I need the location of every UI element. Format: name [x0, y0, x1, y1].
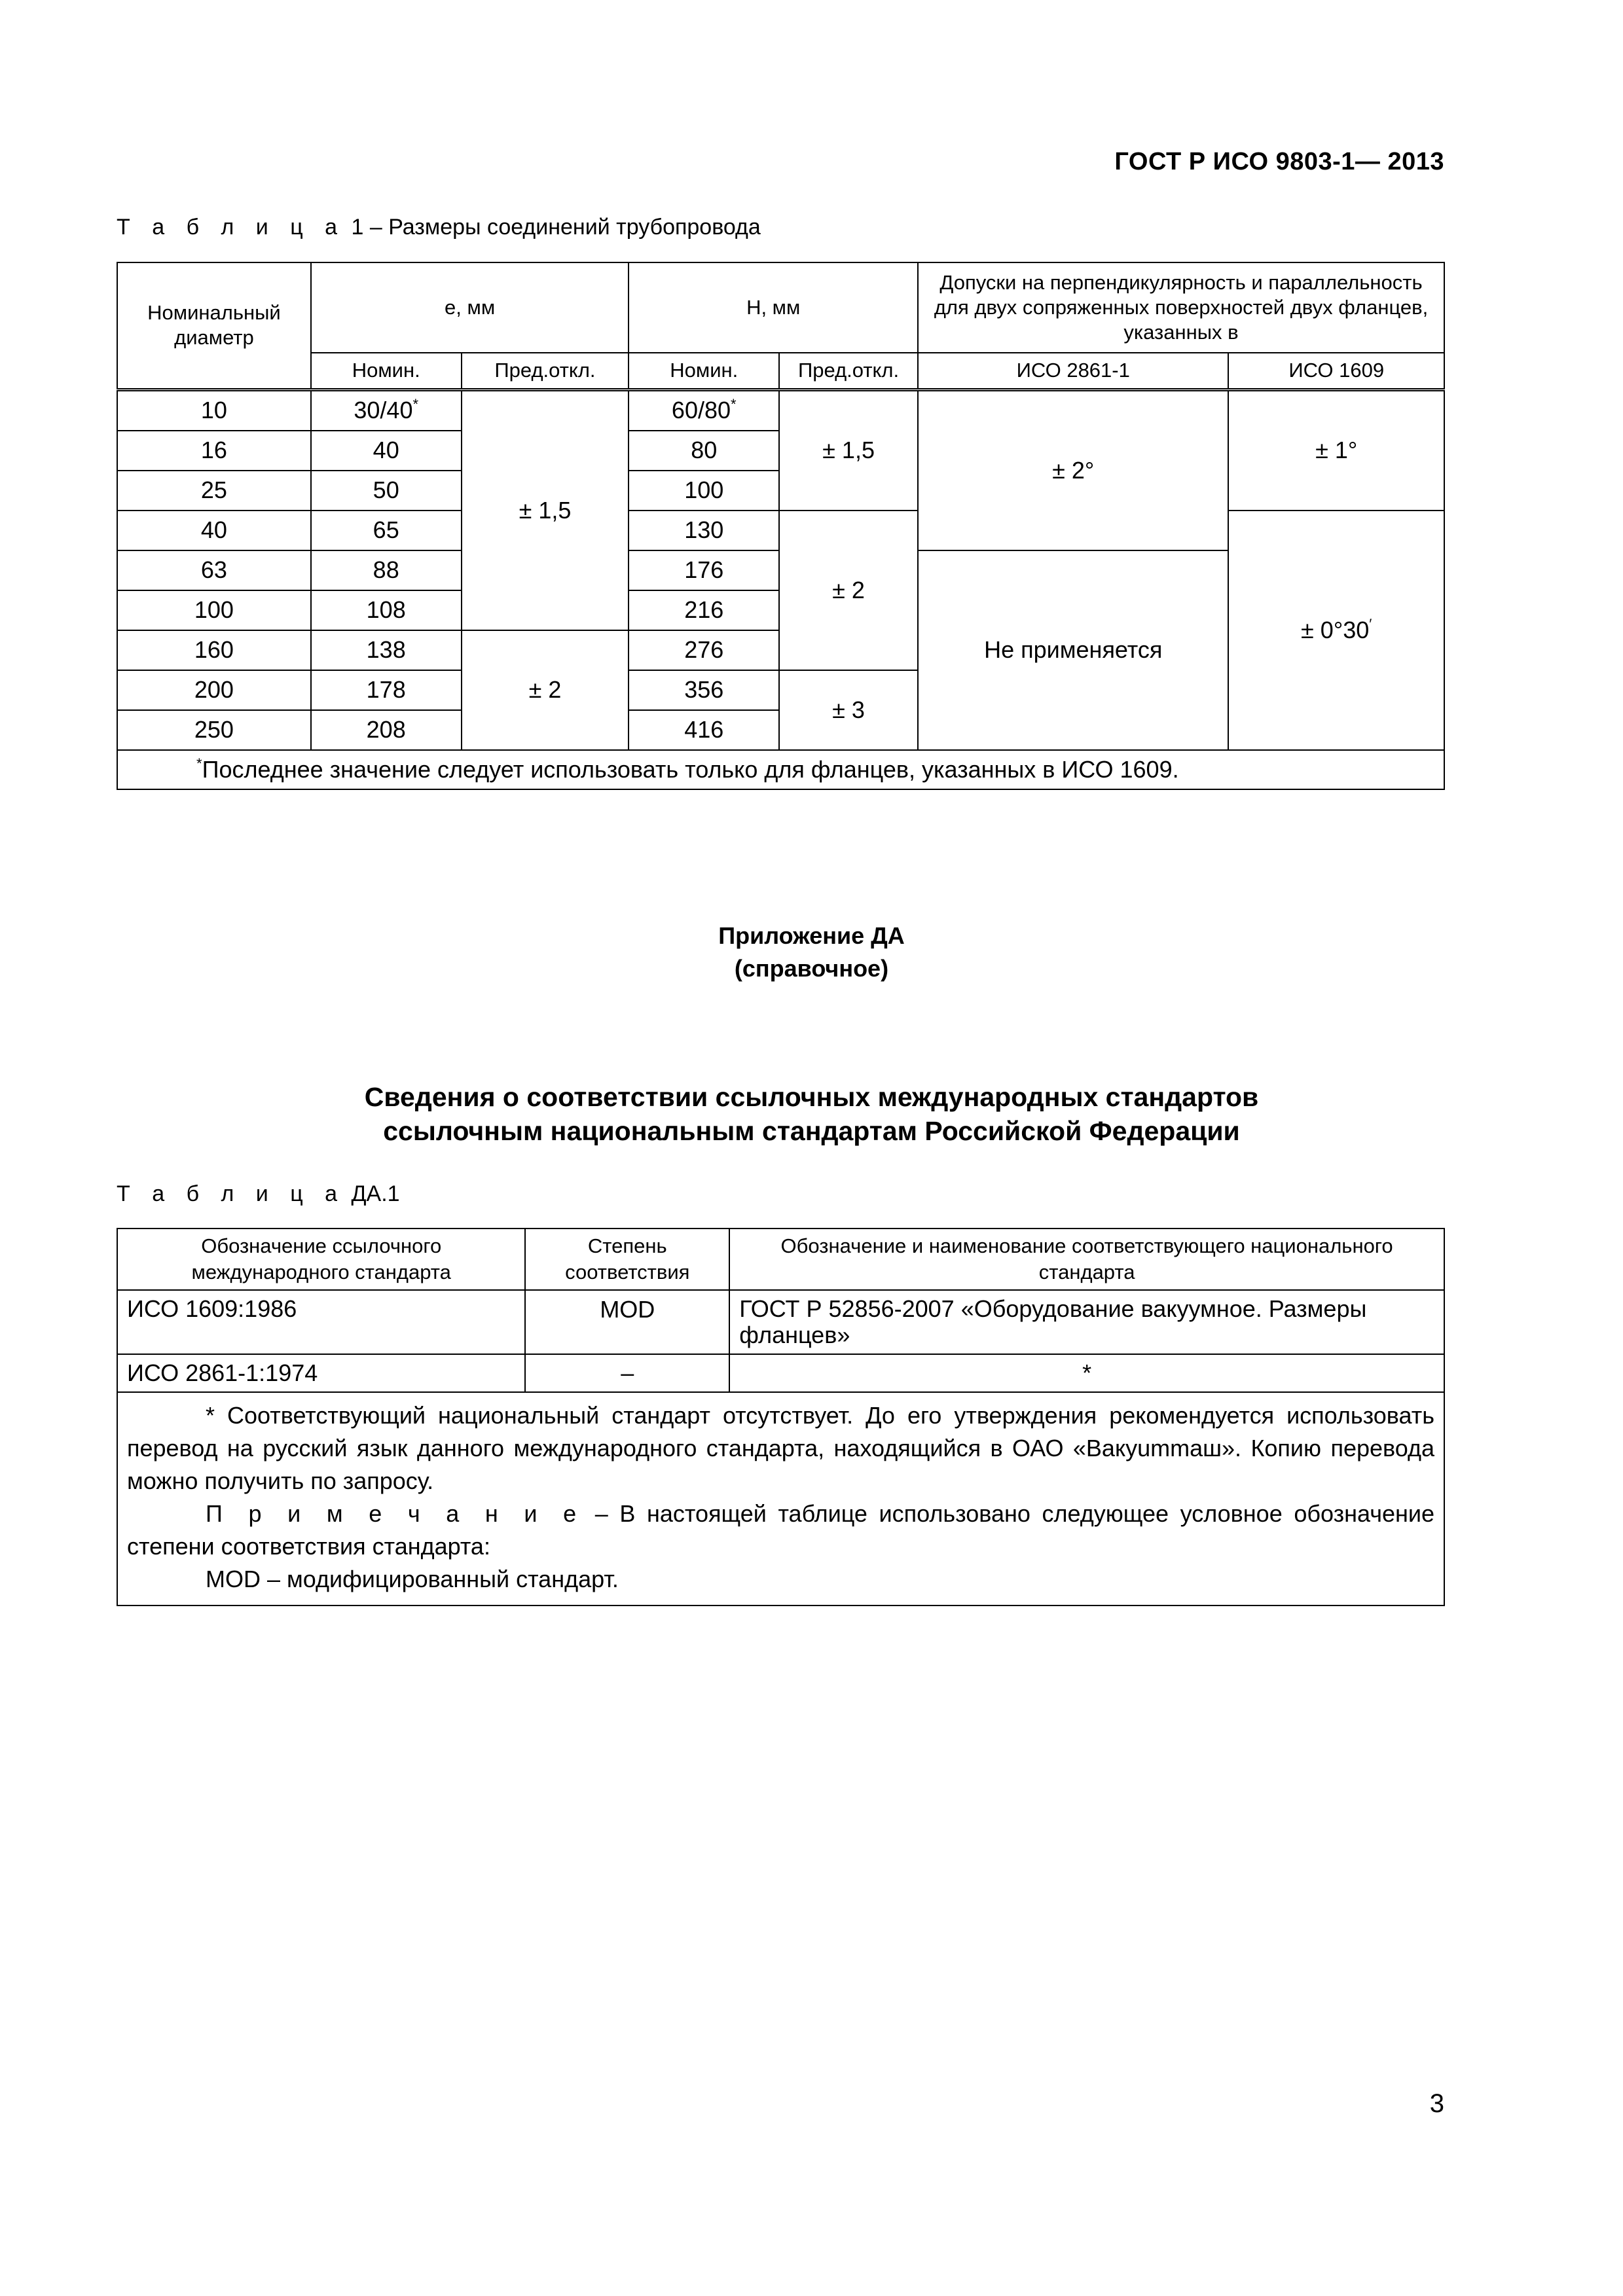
cell-h: 356 [629, 670, 779, 710]
th-e-dev: Пред.откл. [462, 353, 629, 389]
cell-e: 108 [311, 590, 462, 630]
cell-iso1609: ± 0°30′ [1228, 511, 1444, 750]
cell-iso2861: Не применяется [918, 550, 1228, 750]
cell-dn: 250 [117, 710, 311, 750]
th-tolerance: Допуски на перпендикулярность и параллельность для двух сопряженных поверхностей двух фланцев, указанных в [918, 262, 1444, 353]
cell-e: 88 [311, 550, 462, 590]
table1 [117, 262, 1445, 790]
note-mod: MOD – модифицированный стандарт. [206, 1566, 619, 1592]
annex-title: Приложение ДА [718, 922, 905, 949]
cell-h: 276 [629, 630, 779, 670]
table1-caption-text: 1 – Размеры соединений трубопровода [345, 215, 761, 240]
table-row [117, 389, 1444, 431]
th-iso2861: ИСО 2861-1 [918, 353, 1228, 389]
cell-dn: 200 [117, 670, 311, 710]
cell-h: 100 [629, 471, 779, 511]
annex-heading-line1: Сведения о соответствии ссылочных международных стандартов [364, 1082, 1259, 1112]
cell-intl: ИСО 1609:1986 [117, 1290, 525, 1354]
cell-h: 130 [629, 511, 779, 550]
th-national-standard: Обозначение и наименование соответствующего национального стандарта [729, 1229, 1444, 1290]
cell-h: 416 [629, 710, 779, 750]
cell-dn: 160 [117, 630, 311, 670]
footnote-mark: * [412, 396, 419, 412]
note-star: * Соответствующий национальный стандарт отсутствует. До его утверждения рекомендуется использовать перевод на русский язык данного международного стандарта, находящийся в ОАО «Вакуummаш». Копию перевода можно получить по запросу. [127, 1402, 1434, 1494]
cell-dn: 25 [117, 471, 311, 511]
cell-h-dev: ± 2 [779, 511, 918, 670]
table1-footnote: *Последнее значение следует использовать только для фланцев, указанных в ИСО 1609. [117, 750, 1444, 789]
cell-dn: 16 [117, 431, 311, 471]
cell-dn: 100 [117, 590, 311, 630]
th-nominal-diameter: Номинальный диаметр [117, 262, 311, 389]
cell-h: 216 [629, 590, 779, 630]
note-general: П р и м е ч а н и е – В настоящей таблице использовано следующее условное обозначение степени соответствия стандарта: [127, 1500, 1434, 1560]
cell-e: 208 [311, 710, 462, 750]
cell-e-dev: ± 1,5 [462, 389, 629, 630]
document-code: ГОСТ Р ИСО 9803-1— 2013 [1114, 148, 1444, 175]
cell-dn: 10 [117, 389, 311, 431]
cell-degree: – [525, 1354, 729, 1392]
annex-subtitle: (справочное) [734, 955, 889, 982]
table2-notes [117, 1392, 1444, 1605]
page-number: 3 [1429, 2089, 1444, 2118]
table2 [117, 1228, 1445, 1606]
th-h: H, мм [629, 262, 918, 353]
cell-h-dev: ± 3 [779, 670, 918, 750]
table2-caption [117, 1181, 400, 1207]
cell-dn: 63 [117, 550, 311, 590]
cell-degree: MOD [525, 1290, 729, 1354]
th-iso1609: ИСО 1609 [1228, 353, 1444, 389]
th-intl-standard: Обозначение ссылочного международного стандарта [117, 1229, 525, 1290]
cell-dn: 40 [117, 511, 311, 550]
table-row [117, 1354, 1444, 1392]
footnote-mark: * [731, 396, 737, 412]
table1-caption-prefix: Т а б л и ц а [117, 215, 346, 240]
th-e: e, мм [311, 262, 629, 353]
cell-h-dev: ± 1,5 [779, 389, 918, 511]
cell-h: 60/80* [629, 389, 779, 431]
cell-e: 40 [311, 431, 462, 471]
cell-e: 65 [311, 511, 462, 550]
cell-national: ГОСТ Р 52856-2007 «Оборудование вакуумное. Размеры фланцев» [729, 1290, 1444, 1354]
cell-national: * [729, 1354, 1444, 1392]
cell-e: 30/40* [311, 389, 462, 431]
cell-e: 50 [311, 471, 462, 511]
cell-iso2861: ± 2° [918, 389, 1228, 550]
th-degree: Степень соответствия [525, 1229, 729, 1290]
cell-iso1609: ± 1° [1228, 389, 1444, 511]
table-row [117, 511, 1444, 550]
cell-h: 176 [629, 550, 779, 590]
table1-caption [117, 215, 761, 240]
th-h-nom: Номин. [629, 353, 779, 389]
table-row [117, 1290, 1444, 1354]
cell-e: 178 [311, 670, 462, 710]
cell-e: 138 [311, 630, 462, 670]
th-e-nom: Номин. [311, 353, 462, 389]
table2-caption-prefix: Т а б л и ц а [117, 1181, 346, 1206]
cell-h: 80 [629, 431, 779, 471]
th-h-dev: Пред.откл. [779, 353, 918, 389]
cell-intl: ИСО 2861-1:1974 [117, 1354, 525, 1392]
annex-heading-line2: ссылочным национальным стандартам Российской Федерации [383, 1116, 1240, 1146]
table2-caption-text: ДА.1 [345, 1181, 400, 1206]
cell-e-dev: ± 2 [462, 630, 629, 750]
